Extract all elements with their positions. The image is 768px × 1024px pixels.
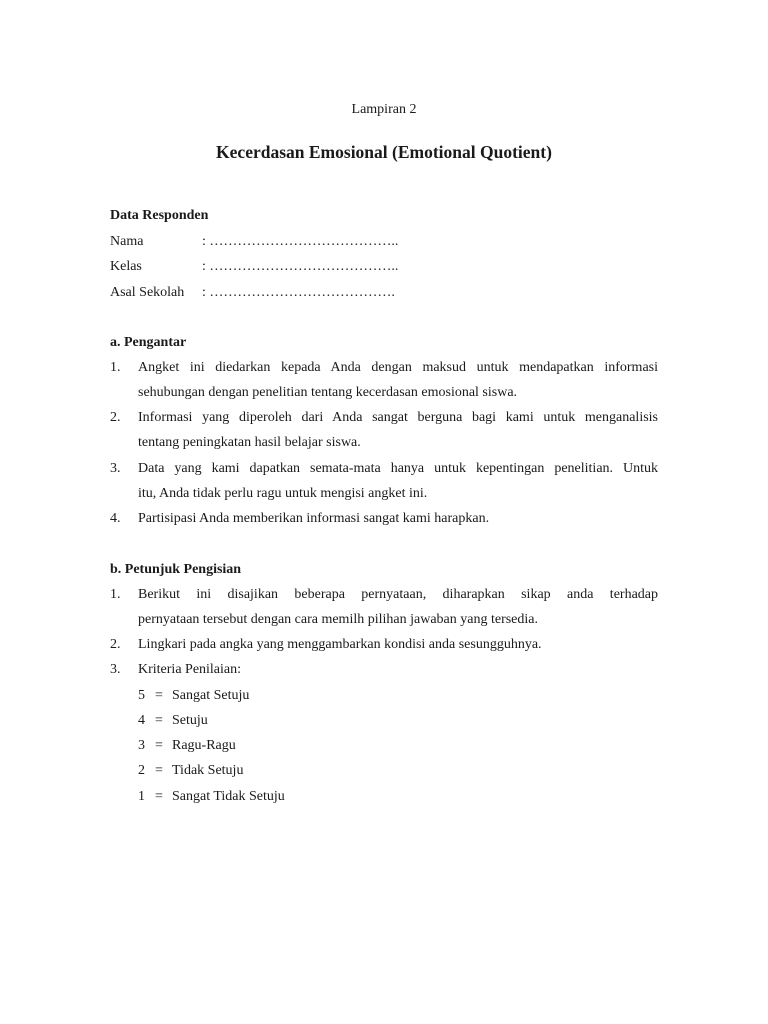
list-item-line: Partisipasi Anda memberikan informasi sangat kami harapkan. bbox=[138, 511, 490, 526]
class-label: Kelas bbox=[110, 259, 142, 274]
list-number: 2. bbox=[110, 410, 121, 425]
list-item-line: sehubungan dengan penelitian tentang kecerdasan emosional siswa. bbox=[138, 385, 518, 400]
class-field[interactable]: : ………………………………….. bbox=[202, 259, 399, 274]
list-item-line: tentang peningkatan hasil belajar siswa. bbox=[138, 435, 361, 450]
criteria-equals: = bbox=[155, 763, 163, 778]
list-number: 2. bbox=[110, 637, 121, 652]
list-number: 1. bbox=[110, 360, 121, 375]
criteria-label: Tidak Setuju bbox=[172, 763, 244, 778]
criteria-score: 4 bbox=[138, 713, 145, 728]
school-field[interactable]: : …………………………………. bbox=[202, 285, 395, 300]
criteria-equals: = bbox=[155, 738, 163, 753]
criteria-equals: = bbox=[155, 789, 163, 804]
name-label: Nama bbox=[110, 234, 144, 249]
criteria-score: 2 bbox=[138, 763, 145, 778]
document-title: Kecerdasan Emosional (Emotional Quotient) bbox=[216, 142, 552, 162]
criteria-equals: = bbox=[155, 688, 163, 703]
respondent-heading: Data Responden bbox=[110, 208, 209, 223]
section-b-heading: b. Petunjuk Pengisian bbox=[110, 562, 242, 577]
criteria-label: Setuju bbox=[172, 713, 208, 728]
list-item-line: Data yang kami dapatkan semata-mata hanya untuk kepentingan penelitian. Untuk bbox=[138, 461, 658, 476]
list-item-line: Berikut ini disajikan beberapa pernyataan, diharapkan sikap anda terhadap bbox=[138, 587, 658, 602]
list-number: 4. bbox=[110, 511, 121, 526]
criteria-label: Sangat Tidak Setuju bbox=[172, 789, 285, 804]
list-item-line: Angket ini diedarkan kepada Anda dengan maksud untuk mendapatkan informasi bbox=[138, 360, 658, 375]
list-number: 3. bbox=[110, 662, 121, 677]
list-number: 3. bbox=[110, 461, 121, 476]
list-item-line: Lingkari pada angka yang menggambarkan kondisi anda sesungguhnya. bbox=[138, 637, 542, 652]
name-field[interactable]: : ………………………………….. bbox=[202, 234, 399, 249]
list-item-line: pernyataan tersebut dengan cara memilh pilihan jawaban yang tersedia. bbox=[138, 612, 538, 627]
criteria-label: Ragu-Ragu bbox=[172, 738, 236, 753]
list-item-line: Informasi yang diperoleh dari Anda sangat berguna bagi kami untuk menganalisis bbox=[138, 410, 658, 425]
criteria-equals: = bbox=[155, 713, 163, 728]
criteria-label: Sangat Setuju bbox=[172, 688, 250, 703]
criteria-score: 1 bbox=[138, 789, 145, 804]
section-a-heading: a. Pengantar bbox=[110, 335, 187, 350]
appendix-label: Lampiran 2 bbox=[351, 102, 417, 117]
criteria-score: 5 bbox=[138, 688, 145, 703]
criteria-score: 3 bbox=[138, 738, 145, 753]
list-item-line: itu, Anda tidak perlu ragu untuk mengisi angket ini. bbox=[138, 486, 428, 501]
school-label: Asal Sekolah bbox=[110, 285, 185, 300]
list-number: 1. bbox=[110, 587, 121, 602]
list-item-line: Kriteria Penilaian: bbox=[138, 662, 242, 677]
